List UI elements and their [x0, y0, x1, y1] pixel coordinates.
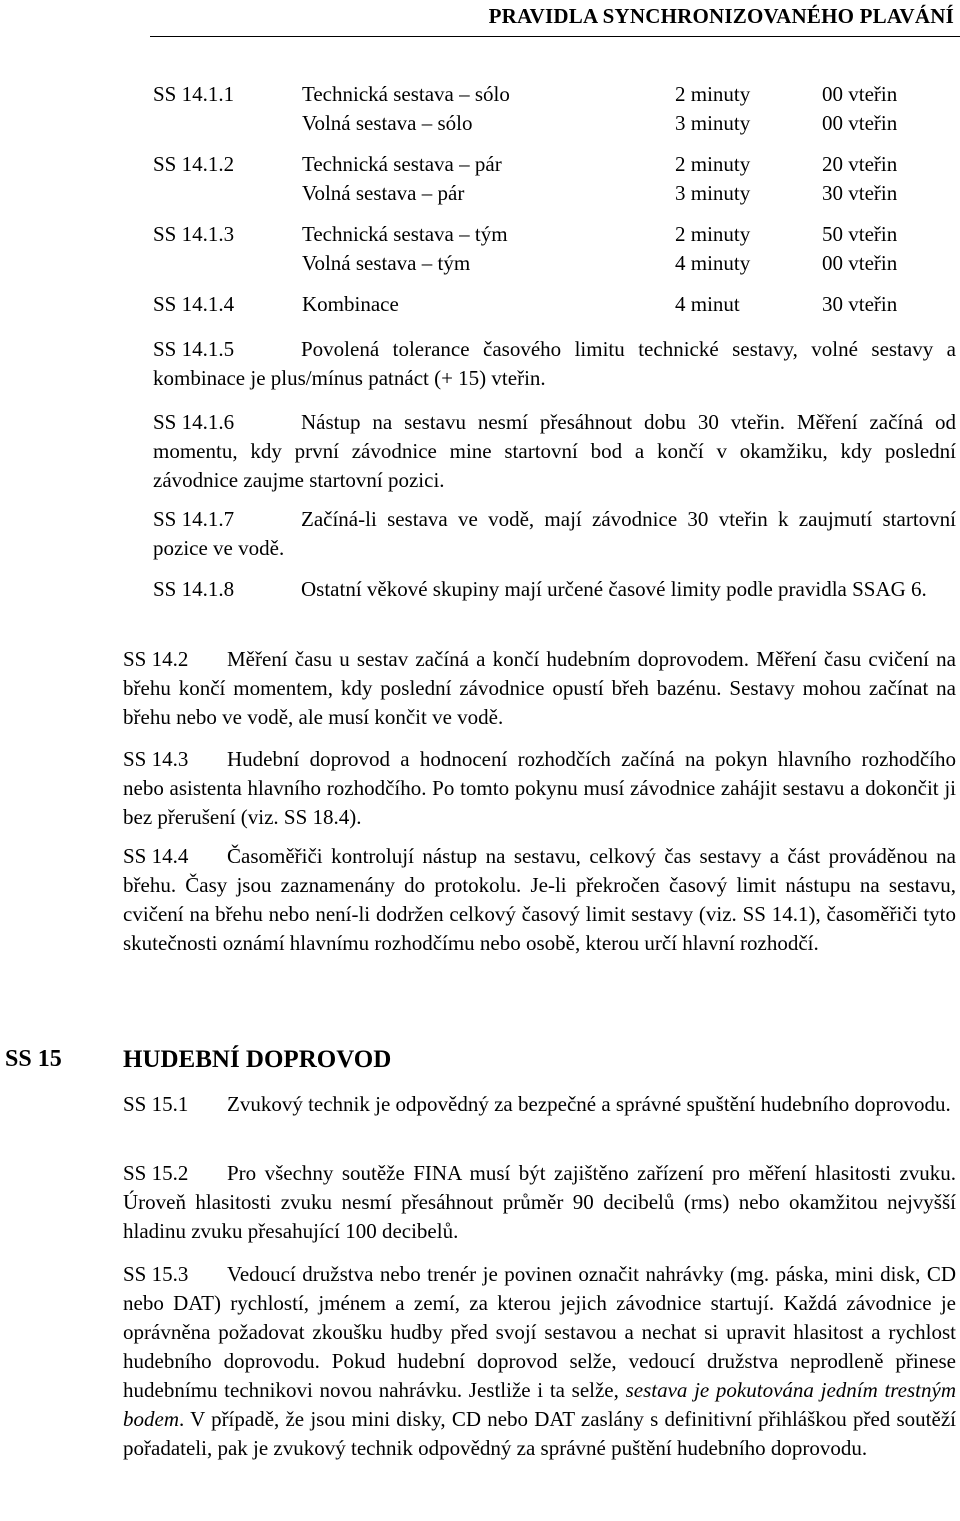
rule-code: SS 14.1.3 — [153, 222, 235, 246]
rule-code: SS 14.1.8 — [153, 577, 235, 601]
rule-text: Časoměřiči kontrolují nástup na sestavu, celkový čas sestavy a část prováděnou na břehu. Časy jsou zaznamenány do protokolu. Je-li překročen časový limit nástupu na sestavu, cvičení na břehu nebo není-li dodržen celkový časový limit sestavy (viz. SS 14.1), časoměřiči tyto skutečnosti oznámí hlavnímu rozhodčímu nebo osobě, kterou určí hlavní rozhodčí. — [123, 844, 956, 955]
rule-code: SS 14.2 — [123, 647, 189, 671]
rule-code: SS 14.1.7 — [153, 507, 235, 531]
seconds: 20 vteřin — [822, 152, 898, 176]
rule-ss-14-1-7 — [153, 505, 956, 563]
minutes: 3 minuty — [675, 181, 751, 205]
routine-name: Volná sestava – pár — [302, 181, 465, 205]
rule-code: SS 14.1.1 — [153, 82, 235, 106]
routine-name: Technická sestava – pár — [302, 152, 502, 176]
minutes: 3 minuty — [675, 111, 751, 135]
rule-ss-14-4 — [123, 842, 956, 958]
routine-name: Technická sestava – sólo — [302, 82, 510, 106]
table-group — [153, 80, 913, 138]
seconds: 50 vteřin — [822, 222, 898, 246]
rule-text: Zvukový technik je odpovědný za bezpečné a správné spuštění hudebního doprovodu. — [227, 1092, 951, 1116]
rule-code: SS 14.1.2 — [153, 152, 235, 176]
table-group — [153, 290, 913, 319]
rule-text: Hudební doprovod a hodnocení rozhodčích začíná na pokyn hlavního rozhodčího nebo asistenta hlavního rozhodčího. Po tomto pokynu musí závodnice zahájit sestavu a dokončit ji bez přerušení (viz. SS 18.4). — [123, 747, 956, 829]
routine-name: Technická sestava – tým — [302, 222, 508, 246]
table-group — [153, 220, 913, 278]
rule-ss-15-1 — [123, 1090, 956, 1119]
rule-code: SS 14.1.6 — [153, 410, 235, 434]
rule-text-after: . V případě, že jsou mini disky, CD nebo DAT zaslány s definitivní přihláškou před soutěží pořadateli, pak je zvukový technik odpovědný za správné puštění hudebního doprovodu. — [123, 1407, 956, 1460]
seconds: 30 vteřin — [822, 181, 898, 205]
section-number: SS 15 — [5, 1046, 62, 1072]
minutes: 2 minuty — [675, 82, 751, 106]
rule-text: Pro všechny soutěže FINA musí být zajištěno zařízení pro měření hlasitosti zvuku. Úroveň hlasitosti zvuku nesmí přesáhnout průměr 90 decibelů (rms) nebo okamžitou nejvyšší hladinu zvuku přesahující 100 decibelů. — [123, 1161, 956, 1243]
header-divider — [150, 36, 960, 37]
rule-text-emphasis: sestava je pokutována jedním trestným bodem — [123, 1378, 956, 1431]
table-row — [153, 80, 913, 109]
table-row — [153, 179, 913, 208]
seconds: 00 vteřin — [822, 111, 898, 135]
rule-text: Měření času u sestav začíná a končí hudebním doprovodem. Měření času cvičení na břehu končí momentem, kdy poslední závodnice opustí břeh bazénu. Sestavy mohou začínat na břehu nebo ve vodě, ale musí končit ve vodě. — [123, 647, 956, 729]
rule-text: Povolená tolerance časového limitu technické sestavy, volné sestavy a kombinace je plus/mínus patnáct (+ 15) vteřin. — [153, 337, 956, 390]
table-row — [153, 150, 913, 179]
rule-text: Začíná-li sestava ve vodě, mají závodnice 30 vteřin k zaujmutí startovní pozice ve vodě. — [153, 507, 956, 560]
table-row — [153, 290, 913, 319]
rule-text: Ostatní věkové skupiny mají určené časové limity podle pravidla SSAG 6. — [301, 577, 927, 601]
minutes: 4 minuty — [675, 251, 751, 275]
rule-ss-14-2 — [123, 645, 956, 732]
rule-ss-14-3 — [123, 745, 956, 832]
seconds: 00 vteřin — [822, 251, 898, 275]
rule-code: SS 14.4 — [123, 844, 189, 868]
rule-code: SS 15.1 — [123, 1092, 189, 1116]
minutes: 4 minut — [675, 292, 740, 316]
rule-ss-14-1-6 — [153, 408, 956, 495]
rule-code: SS 14.1.5 — [153, 337, 235, 361]
rule-code: SS 15.3 — [123, 1262, 189, 1286]
seconds: 00 vteřin — [822, 82, 898, 106]
rule-ss-14-1-8 — [153, 575, 956, 604]
rule-code: SS 14.3 — [123, 747, 189, 771]
table-group — [153, 150, 913, 208]
rule-ss-15-2 — [123, 1159, 956, 1246]
rule-text: Nástup na sestavu nesmí přesáhnout dobu 30 vteřin. Měření začíná od momentu, kdy první závodnice mine startovní bod a končí v okamžiku, kdy poslední závodnice zaujme startovní pozici. — [153, 410, 956, 492]
minutes: 2 minuty — [675, 222, 751, 246]
table-row — [153, 249, 913, 278]
rule-ss-15-3 — [123, 1260, 956, 1463]
seconds: 30 vteřin — [822, 292, 898, 316]
rule-text-before: Vedoucí družstva nebo trenér je povinen označit nahrávky (mg. páska, mini disk, CD nebo DAT) rychlostí, jménem a zemí, za kterou jejich závodnice startují. Každá závodnice je oprávněna požadovat zkoušku hudby před svojí sestavou a nechat si upravit hlasitost a rychlost hudebního doprovodu. Pokud hudební doprovod selže, vedoucí družstva neprodleně přinese hudebnímu technikovi novou nahrávku. Jestliže i ta selže, — [123, 1262, 956, 1402]
routine-name: Kombinace — [302, 292, 399, 316]
minutes: 2 minuty — [675, 152, 751, 176]
section-title: HUDEBNÍ DOPROVOD — [123, 1046, 392, 1073]
rule-ss-14-1-5 — [153, 335, 956, 393]
rule-code: SS 15.2 — [123, 1161, 189, 1185]
time-limits-table — [153, 80, 913, 331]
table-row — [153, 220, 913, 249]
table-row — [153, 109, 913, 138]
rule-code: SS 14.1.4 — [153, 292, 235, 316]
page-header-title: PRAVIDLA SYNCHRONIZOVANÉHO PLAVÁNÍ — [488, 4, 954, 28]
routine-name: Volná sestava – sólo — [302, 111, 473, 135]
routine-name: Volná sestava – tým — [302, 251, 471, 275]
